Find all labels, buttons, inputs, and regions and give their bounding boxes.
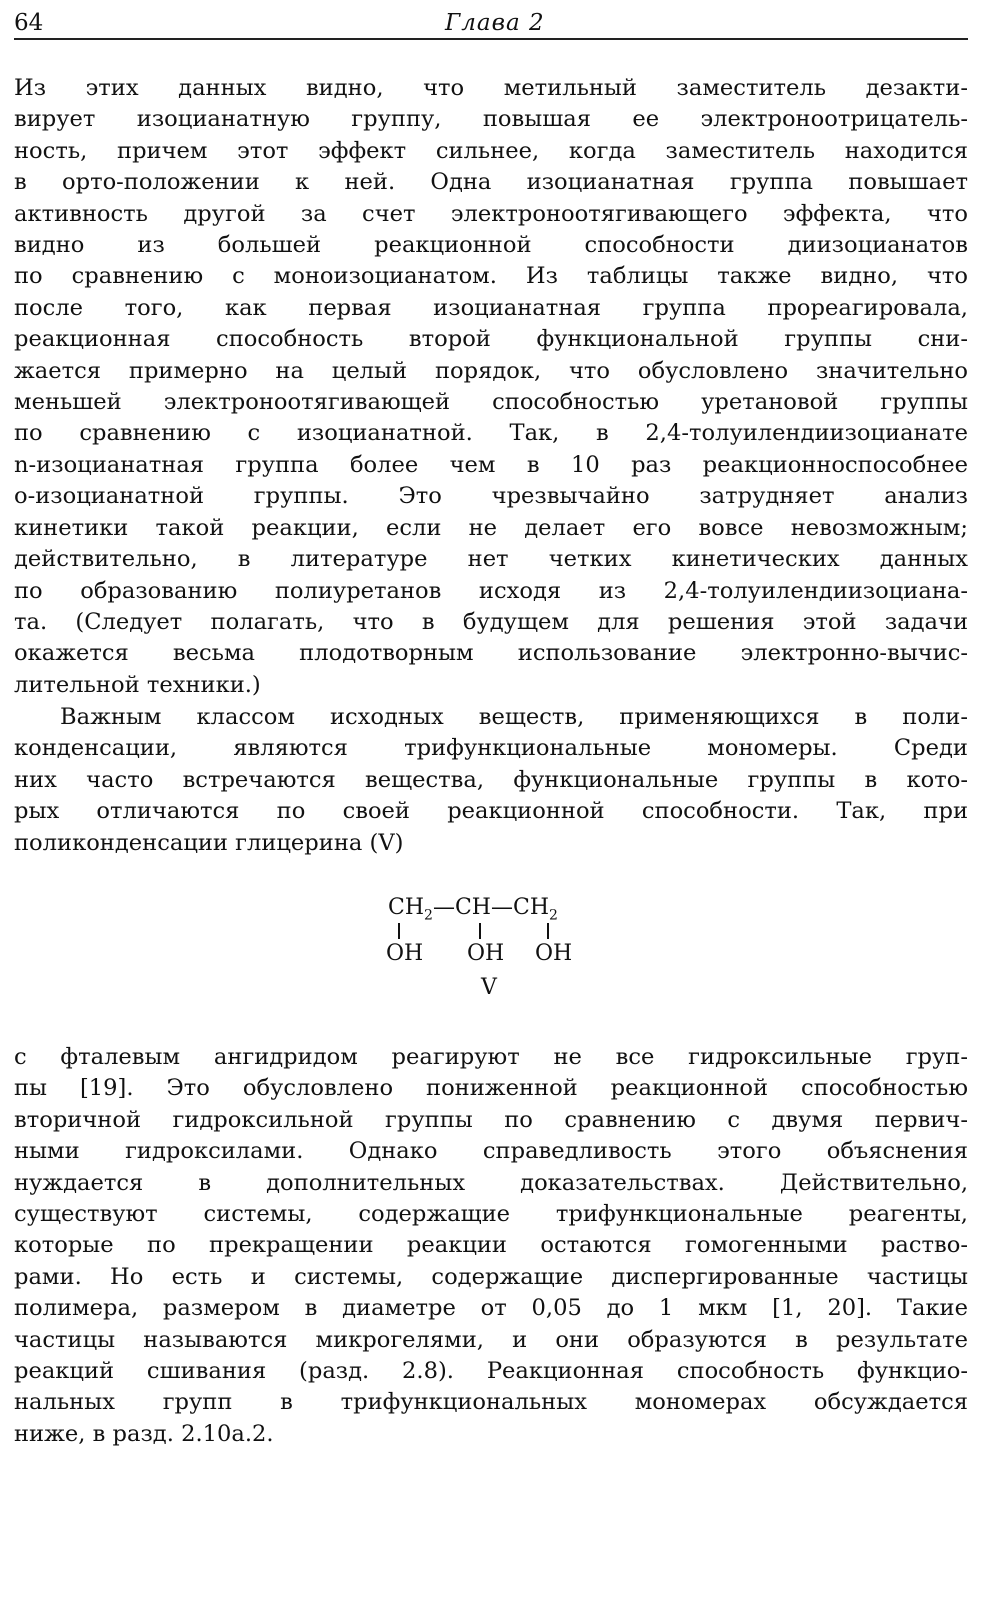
- formula-subscript: 2: [424, 907, 433, 924]
- text-line: реакций сшивания (разд. 2.8). Реакционная способность функцио-: [14, 1358, 968, 1385]
- text-line: активность другой за счет электроноотягивающего эффекта, что: [14, 200, 968, 227]
- text-line: n-изоцианатная группа более чем в 10 раз реакционноспособнее: [14, 451, 968, 478]
- text-line: вторичной гидроксильной группы по сравнению с двумя первич-: [14, 1106, 968, 1133]
- text-line: в орто-положении к ней. Одна изоцианатная группа повышает: [14, 169, 968, 196]
- text-line: кинетики такой реакции, если не делает его вовсе невозможным;: [14, 514, 968, 541]
- text-line: конденсации, являются трифункциональные мономеры. Среди: [14, 735, 968, 762]
- text-line: нуждается в дополнительных доказательствах. Действительно,: [14, 1169, 968, 1196]
- bond-line: [479, 923, 481, 939]
- formula-oh-1: OH: [386, 941, 424, 966]
- text-line: окажется весьма плодотворным использование электронно-вычис-: [14, 640, 968, 667]
- text-line: видно из большей реакционной способности диизоцианатов: [14, 232, 968, 259]
- text-line: рых отличаются по своей реакционной способности. Так, при: [14, 798, 968, 825]
- text-line: о-изоцианатной группы. Это чрезвычайно затрудняет анализ: [14, 483, 968, 510]
- text-line: полимера, размером в диаметре от 0,05 до 1 мкм [1, 20]. Такие: [14, 1295, 968, 1322]
- text-line: Из этих данных видно, что метильный заместитель дезакти-: [14, 75, 968, 101]
- formula-backbone: $CH_2—CH—CH_2$: [388, 895, 558, 924]
- text-line: ность, причем этот эффект сильнее, когда заместитель находится: [14, 137, 968, 164]
- text-line: Важным классом исходных веществ, применяющихся в поли-: [60, 704, 968, 730]
- text-line: ными гидроксилами. Однако справедливость этого объяснения: [14, 1138, 968, 1165]
- text-line: по сравнению с моноизоцианатом. Из таблицы также видно, что: [14, 263, 968, 290]
- formula-ch2-right: CH: [512, 895, 550, 920]
- page-number: 64: [14, 10, 44, 36]
- formula-ch-middle: CH: [454, 895, 491, 920]
- formula-oh-3: OH: [535, 941, 573, 966]
- running-title: Глава 2: [445, 10, 545, 36]
- bond-line: [547, 923, 549, 939]
- formula-ch2-left: CH: [388, 895, 425, 920]
- text-line: та. (Следует полагать, что в будущем для решения этой задачи: [14, 608, 968, 635]
- page-header: [14, 8, 968, 40]
- text-line: них часто встречаются вещества, функциональные группы в кото-: [14, 766, 968, 793]
- text-line: поликонденсации глицерина (V): [14, 829, 404, 856]
- text-line: после того, как первая изоцианатная группа прореагировала,: [14, 294, 968, 321]
- text-line: меньшей электроноотягивающей способностью уретановой группы: [14, 389, 968, 416]
- text-line: жается примерно на целый порядок, что обусловлено значительно: [14, 357, 968, 384]
- glycerol-formula: [380, 888, 610, 1008]
- text-line: по образованию полиуретанов исходя из 2,4-толуилендиизоциана-: [14, 577, 968, 604]
- formula-subscript: 2: [549, 907, 558, 924]
- bond-line: [398, 923, 400, 939]
- text-line: ниже, в разд. 2.10а.2.: [14, 1420, 274, 1447]
- paragraph-trifunctional: [14, 702, 968, 859]
- text-line: с фталевым ангидридом реагируют не все гидроксильные груп-: [14, 1044, 968, 1070]
- formula-label: V: [481, 975, 497, 1000]
- text-line: пы [19]. Это обусловлено пониженной реакционной способностью: [14, 1075, 968, 1102]
- text-line: частицы называются микрогелями, и они образуются в результате: [14, 1326, 968, 1353]
- text-line: лительной техники.): [14, 671, 261, 698]
- formula-oh-2: OH: [467, 941, 505, 966]
- text-line: вирует изоцианатную группу, повышая ее электроноотрицатель-: [14, 106, 968, 133]
- paragraph-isocyanate: [14, 73, 968, 701]
- text-line: которые по прекращении реакции остаются гомогенными раство-: [14, 1232, 968, 1259]
- text-line: рами. Но есть и системы, содержащие диспергированные частицы: [14, 1263, 968, 1290]
- text-line: действительно, в литературе нет четких кинетических данных: [14, 546, 968, 573]
- text-line: по сравнению с изоцианатной. Так, в 2,4-толуилендиизоцианате: [14, 420, 968, 447]
- paragraph-microgels: [14, 1042, 968, 1450]
- text-line: реакционная способность второй функциональной группы сни-: [14, 326, 968, 353]
- text-line: нальных групп в трифункциональных мономерах обсуждается: [14, 1389, 968, 1416]
- text-line: существуют системы, содержащие трифункциональные реагенты,: [14, 1201, 968, 1228]
